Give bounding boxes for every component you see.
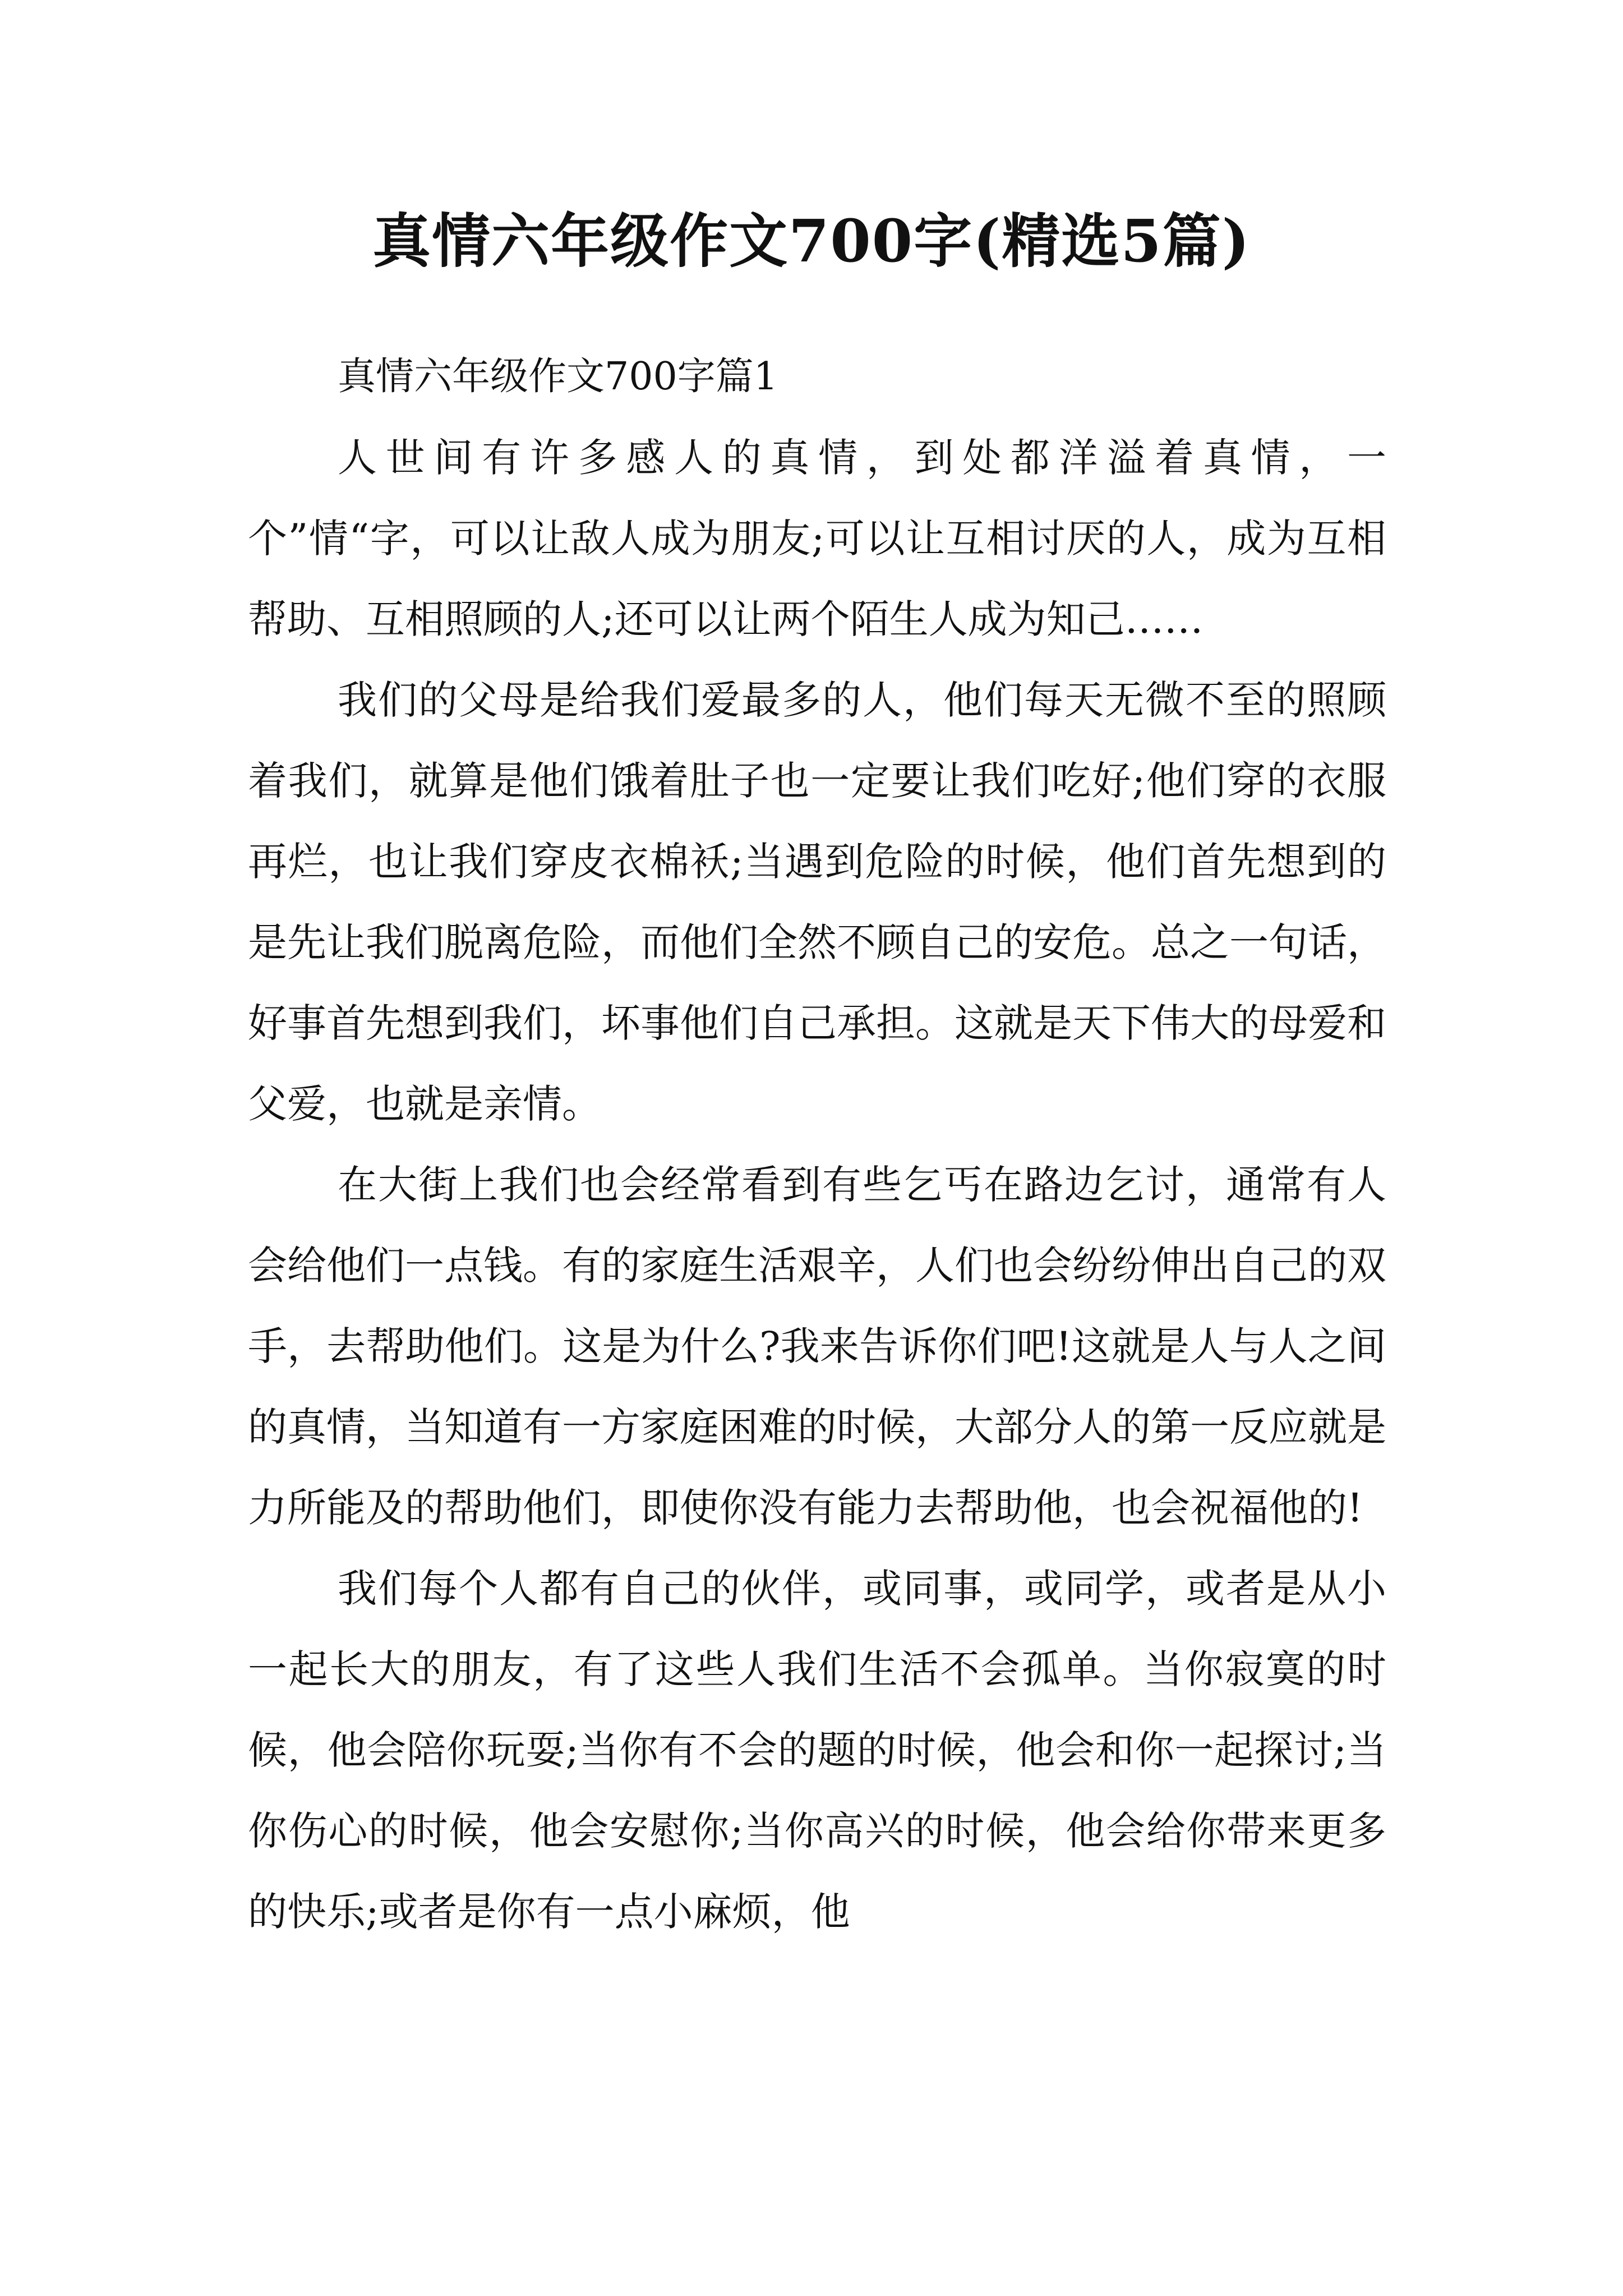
- document-body: [248, 337, 1386, 1952]
- document-title: 真情六年级作文700字(精选5篇): [372, 206, 1251, 275]
- section-heading: 真情六年级作文700字篇1: [338, 355, 778, 399]
- paragraph: 人世间有许多感人的真情，到处都洋溢着真情，一个”情“字，可以让敌人成为朋友;可以让互相讨厌的人，成为互相帮助、互相照顾的人;还可以让两个陌生人成为知己……: [248, 435, 1386, 642]
- paragraph: 我们每个人都有自己的伙伴，或同事，或同学，或者是从小一起长大的朋友，有了这些人我们生活不会孤单。当你寂寞的时候，他会陪你玩耍;当你有不会的题的时候，他会和你一起探讨;当你伤心的时候，他会安慰你;当你高兴的时候，他会给你带来更多的快乐;或者是你有一点小麻烦，他: [248, 1566, 1386, 1935]
- paragraph: 我们的父母是给我们爱最多的人，他们每天无微不至的照顾着我们，就算是他们饿着肚子也一定要让我们吃好;他们穿的衣服再烂，也让我们穿皮衣棉袄;当遇到危险的时候，他们首先想到的是先让我们脱离危险，而他们全然不顾自己的安危。总之一句话，好事首先想到我们，坏事他们自己承担。这就是天下伟大的母爱和父爱，也就是亲情。: [248, 677, 1386, 1127]
- paragraph: 在大街上我们也会经常看到有些乞丐在路边乞讨，通常有人会给他们一点钱。有的家庭生活艰辛，人们也会纷纷伸出自己的双手，去帮助他们。这是为什么?我来告诉你们吧!这就是人与人之间的真情，当知道有一方家庭困难的时候，大部分人的第一反应就是力所能及的帮助他们，即使你没有能力去帮助他，也会祝福他的!: [248, 1162, 1386, 1531]
